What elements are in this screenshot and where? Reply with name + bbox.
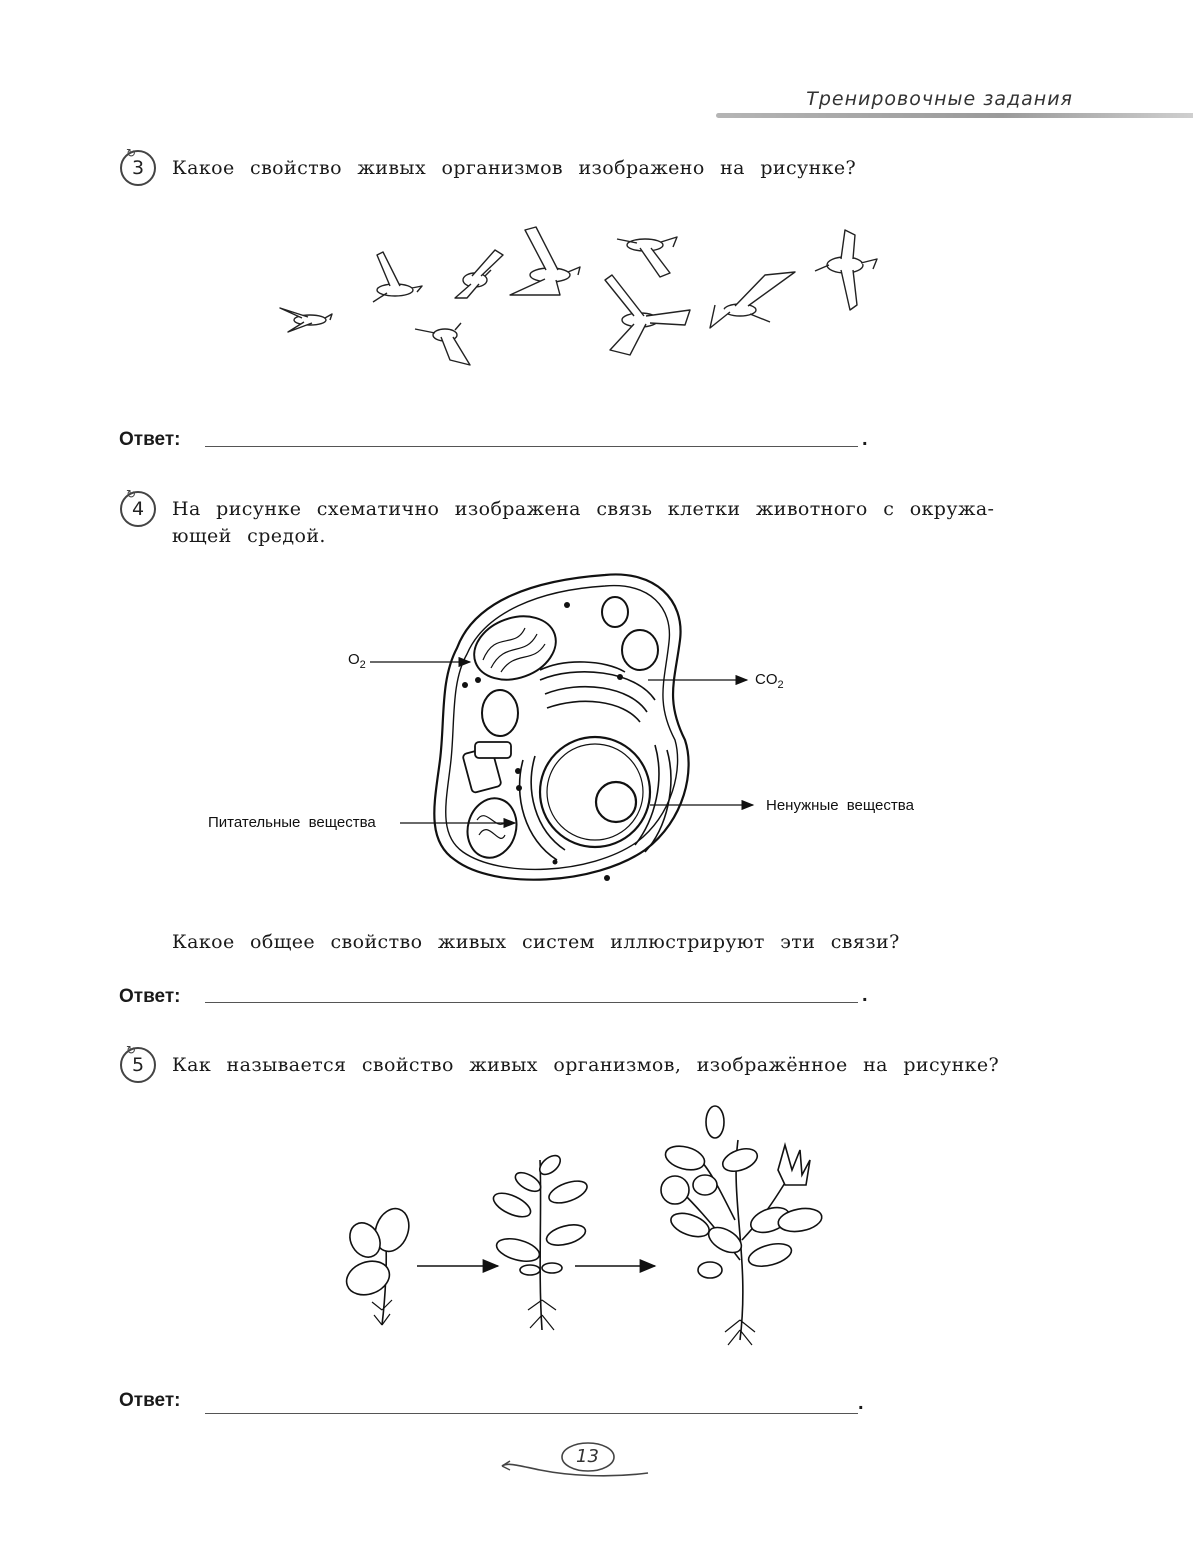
circular-arrow-icon: ↻ <box>126 146 137 160</box>
bird-icon <box>605 275 690 355</box>
answer-label: Ответ: <box>119 986 181 1007</box>
young-plant-icon <box>490 1152 590 1330</box>
task-4-followup-question: Какое общее свойство живых систем иллюстрируют эти связи? <box>172 931 900 953</box>
circular-arrow-icon: ↻ <box>126 487 137 501</box>
circular-arrow-icon: ↻ <box>126 1043 137 1057</box>
plant-growth-illustration <box>330 1100 840 1350</box>
nucleus <box>540 737 650 847</box>
answer-period: . <box>862 984 868 1006</box>
bird-icon <box>815 230 877 310</box>
answer-period: . <box>862 428 868 450</box>
seedling-icon <box>342 1204 415 1325</box>
waste-label: Ненужные вещества <box>766 797 914 814</box>
task-4-question-line1: На рисунке схематично изображена связь клетки животного с окружа- <box>172 498 995 520</box>
answer-line[interactable] <box>205 1413 858 1414</box>
task-4-question-line2: ющей средой. <box>172 525 326 547</box>
task-number-4 <box>120 487 156 527</box>
bird-icon <box>455 250 503 298</box>
animal-cell-diagram <box>195 560 955 905</box>
mitochondrion-bottom <box>461 793 523 863</box>
header-rule <box>716 113 1193 118</box>
bird-icon <box>710 272 795 328</box>
bird-icon <box>415 323 470 365</box>
centrioles <box>462 742 511 793</box>
answer-line[interactable] <box>205 1002 858 1003</box>
answer-label: Ответ: <box>119 429 181 450</box>
task-5-question: Как называется свойство живых организмов, изображённое на рисунке? <box>172 1054 1000 1076</box>
birds-flock-illustration <box>270 205 900 380</box>
bird-icon <box>280 308 332 332</box>
answer-line[interactable] <box>205 446 858 447</box>
task-number-label: 3 <box>131 157 145 179</box>
task-number-3 <box>120 146 156 186</box>
answer-label: Ответ: <box>119 1390 181 1411</box>
answer-period: . <box>858 1392 864 1414</box>
page-number-swirl <box>500 1440 650 1480</box>
co2-label: $CO_2$ <box>755 671 784 691</box>
task-number-label: 4 <box>131 498 145 520</box>
section-title: Тренировочные задания <box>806 88 1073 110</box>
task-number-5 <box>120 1043 156 1083</box>
mitochondrion-top <box>465 605 564 690</box>
task-3-question: Какое свойство живых организмов изображено на рисунке? <box>172 157 857 179</box>
task-number-label: 5 <box>131 1054 145 1076</box>
page-number: 13 <box>576 1446 599 1467</box>
mature-plant-icon <box>661 1106 824 1345</box>
bird-icon <box>510 227 580 295</box>
o2-label: $O_2$ <box>348 651 366 671</box>
bird-icon <box>617 237 677 277</box>
bird-icon <box>373 252 422 302</box>
nutrients-label: Питательные вещества <box>208 814 376 831</box>
